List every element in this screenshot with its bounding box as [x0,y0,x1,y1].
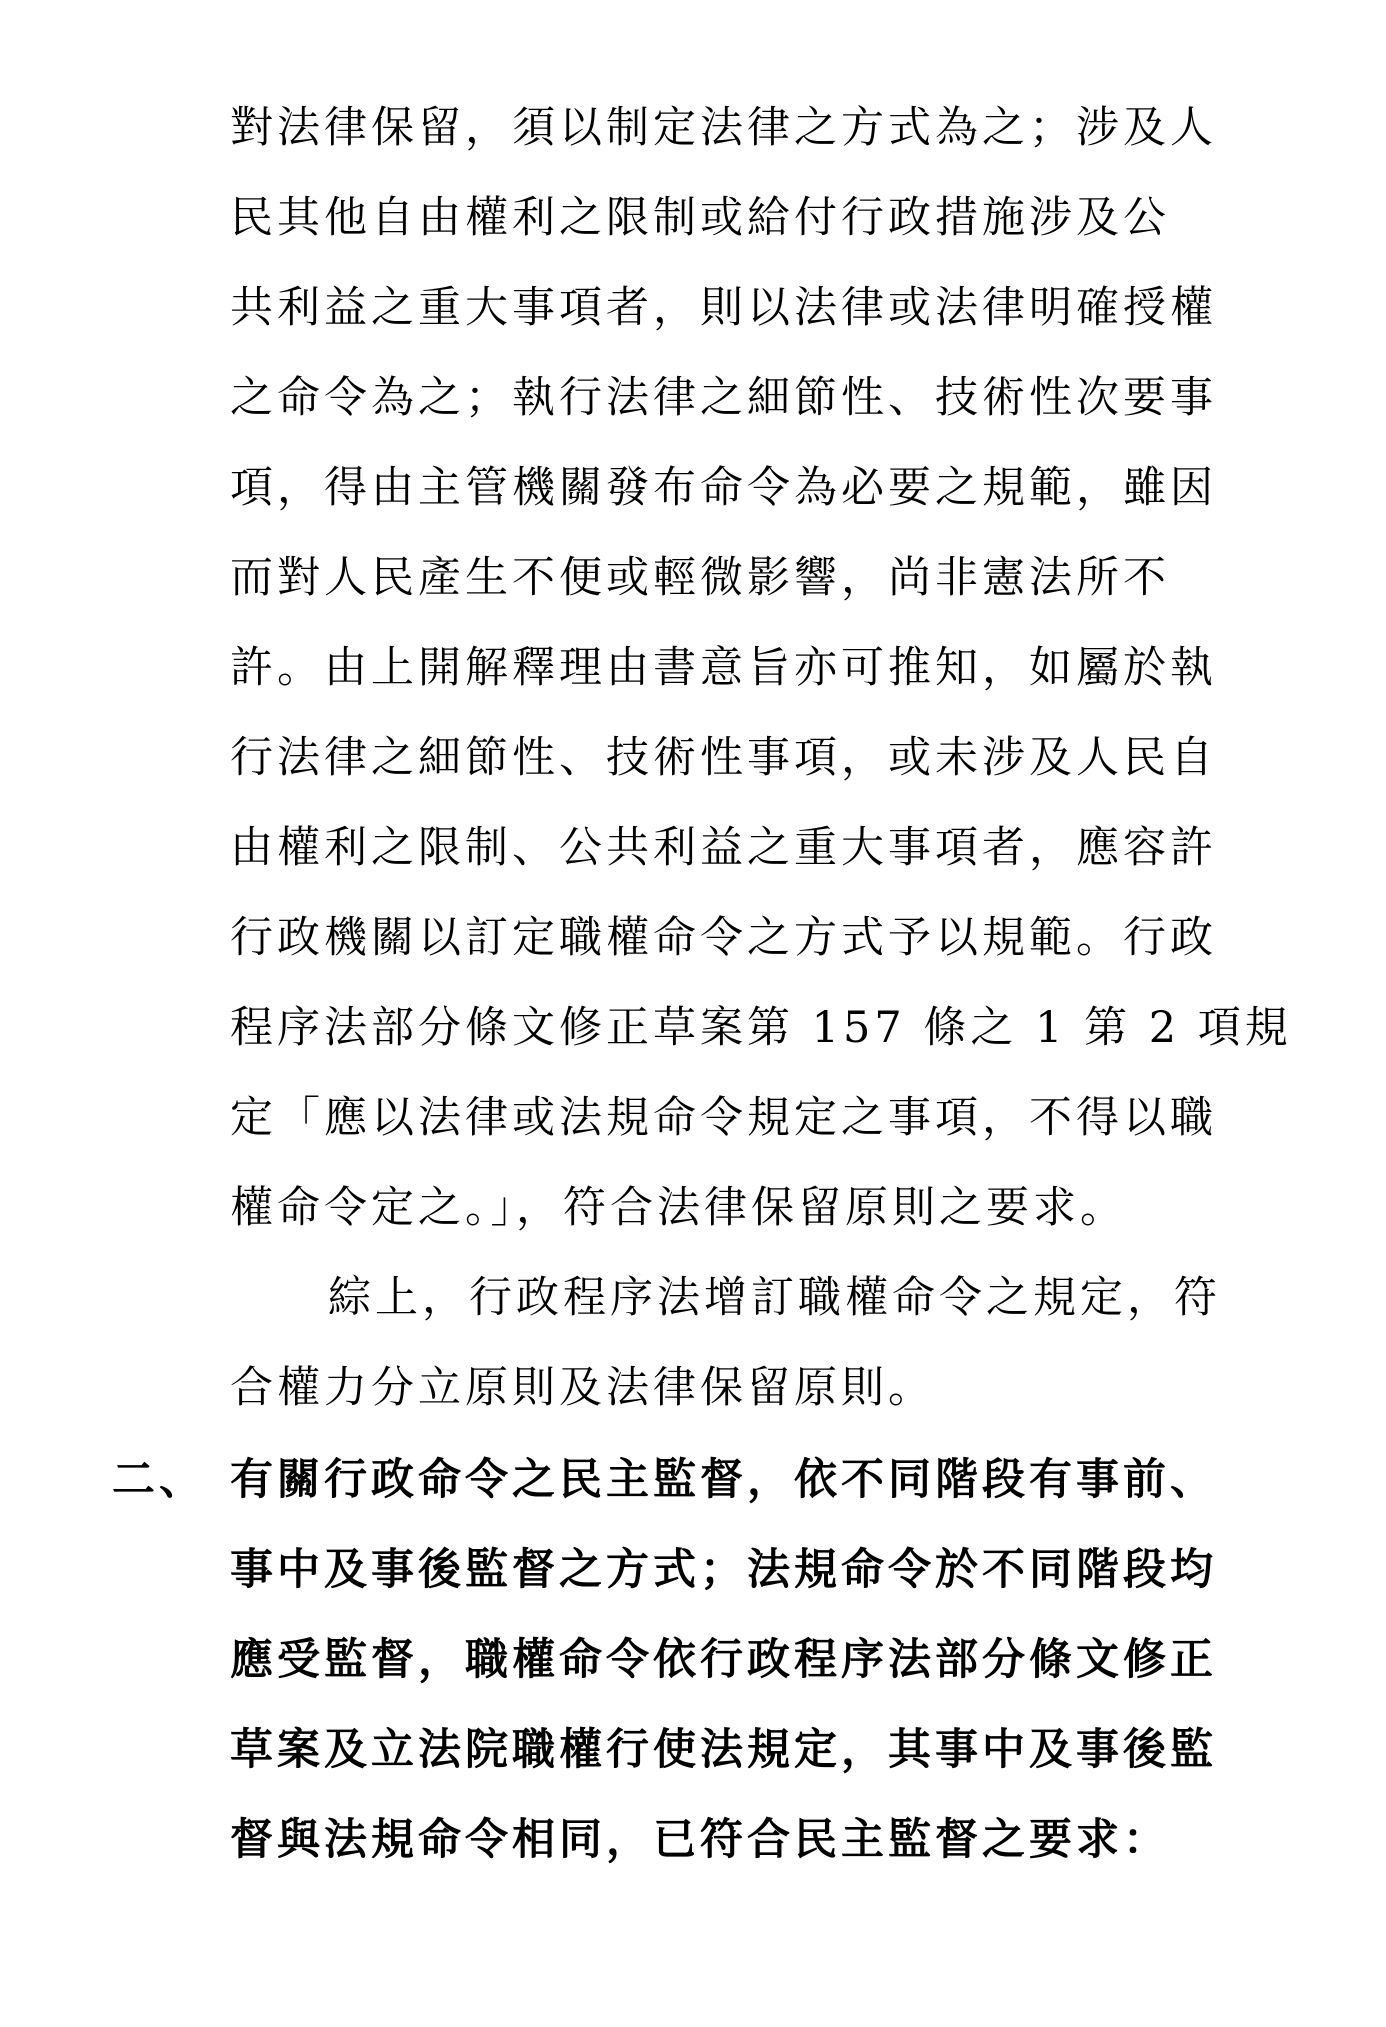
section-2-line-3: 應受監督，職權命令依行政程序法部分條文修正 [230,1635,1217,1685]
paragraph-1-line-13: 權命令定之。」，符合法律保留原則之要求。 [230,1183,1127,1233]
paragraph-1-line-7: 許。由上開解釋理由書意旨亦可推知，如屬於執 [230,643,1217,693]
paragraph-1-line-12: 定「應以法律或法規命令規定之事項，不得以職 [230,1093,1217,1143]
section-2-line-2: 事中及事後監督之方式；法規命令於不同階段均 [230,1545,1217,1595]
section-2-line-1: 有關行政命令之民主監督，依不同階段有事前、 [230,1455,1217,1505]
paragraph-1-line-6: 而對人民產生不便或輕微影響，尚非憲法所不 [230,553,1170,603]
paragraph-1-line-10: 行政機關以訂定職權命令之方式予以規範。行政 [230,913,1217,963]
paragraph-2-line-2: 合權力分立原則及法律保留原則。 [230,1363,935,1413]
section-2-line-4: 草案及立法院職權行使法規定，其事中及事後監 [230,1725,1217,1775]
paragraph-1-line-4: 之命令為之；執行法律之細節性、技術性次要事 [230,373,1217,423]
paragraph-1-line-3: 共利益之重大事項者，則以法律或法律明確授權 [230,283,1217,333]
section-2-marker: 二、 [112,1455,206,1505]
paragraph-1-line-9: 由權利之限制、公共利益之重大事項者，應容許 [230,823,1217,873]
paragraph-1-line-8: 行法律之細節性、技術性事項，或未涉及人民自 [230,733,1217,783]
paragraph-1-line-11: 程序法部分條文修正草案第 157 條之 1 第 2 項規 [230,1003,1292,1053]
paragraph-1-line-5: 項，得由主管機關發布命令為必要之規範，雖因 [230,463,1217,513]
paragraph-1-line-1: 對法律保留，須以制定法律之方式為之；涉及人 [230,103,1217,153]
paragraph-1-line-2: 民其他自由權利之限制或給付行政措施涉及公 [230,193,1170,243]
paragraph-2-line-1: 綜上，行政程序法增訂職權命令之規定，符 [328,1273,1221,1323]
section-2-line-5: 督與法規命令相同，已符合民主監督之要求： [230,1815,1170,1865]
